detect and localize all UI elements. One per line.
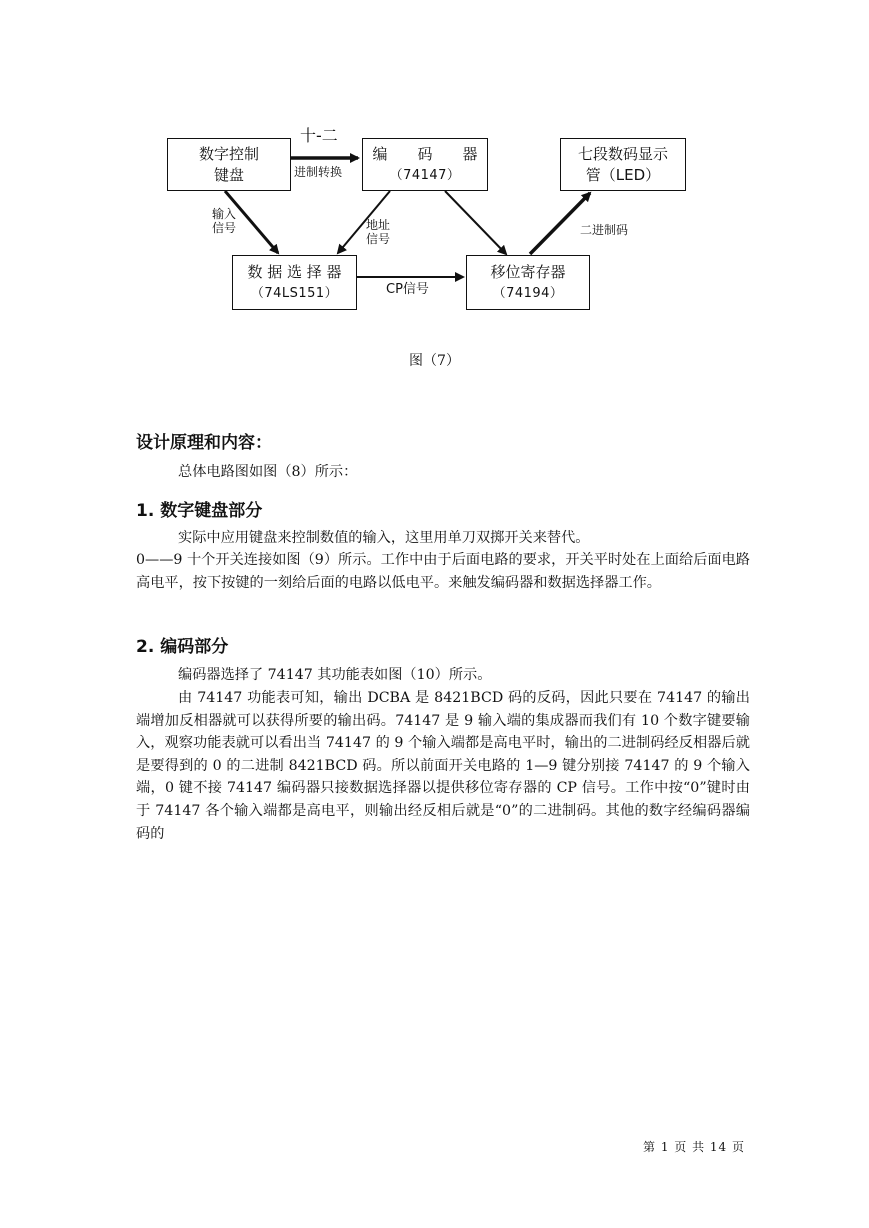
box-shift-register (466, 255, 590, 310)
box-selector (232, 255, 357, 310)
section-main-title: 设计原理和内容： (136, 433, 272, 453)
label-address-line2: 信号 (366, 232, 391, 246)
label-binary-code: 二进制码 (580, 223, 629, 237)
box-shift-line1: 移位寄存器 (490, 262, 566, 281)
label-input-line1: 输入 (212, 207, 237, 221)
box-keyboard-line1: 数字控制 (198, 144, 259, 163)
page-footer: 第 1 页 共 14 页 (643, 1140, 745, 1154)
box-display-line2: 管（LED） (585, 165, 661, 184)
arrow-encoder-to-shift (445, 191, 506, 254)
intro-paragraph: 总体电路图如图（8）所示： (178, 464, 358, 480)
section2-title: 2. 编码部分 (136, 637, 229, 657)
label-address-signal (366, 218, 390, 246)
label-conversion: 进制转换 (294, 165, 343, 179)
box-encoder-line2: （74147） (389, 167, 461, 183)
box-encoder-line1: 编 码 器 (372, 144, 478, 163)
label-input-signal (212, 207, 236, 235)
box-encoder (362, 138, 488, 191)
box-shift-line2: （74194） (492, 285, 564, 301)
section1-title: 1. 数字键盘部分 (136, 501, 263, 521)
section2-paragraph1: 编码器选择了 74147 其功能表如图（10）所示。 (178, 667, 492, 683)
section2-paragraph2: 由 74147 功能表可知，输出 DCBA 是 8421BCD 码的反码，因此只要在 74147 的输出端增加反相器就可以获得所要的输出码。74147 是 9 输入端的集成器而我们有 10 个数字键要输入，观察功能表就可以看出当 74147 的 9 个输入端都是高电平时，输出的二进制码经反相器后就是要得到的 0 的二进制 8421BCD 码。所以前面开关电路的 1—9 键分别接 74147 的 9 个输入端，0 键不接 74147 编码器只接数据选择器以提供移位寄存器的 CP 信号。工作中按“0”键时由于 74147 各个输入端都是高电平，则输出经反相后就是“0”的二进制码。其他的数字经编码器编码的 (136, 690, 750, 842)
block-diagram (150, 120, 710, 330)
label-address-line1: 地址 (366, 218, 391, 232)
box-keyboard (167, 138, 291, 191)
label-input-line2: 信号 (212, 221, 237, 235)
section1-paragraph2: 0——9 十个开关连接如图（9）所示。工作中由于后面电路的要求，开关平时处在上面给后面电路高电平，按下按键的一刻给后面的电路以低电平。来触发编码器和数据选择器工作。 (136, 552, 750, 591)
label-cp-signal: CP信号 (386, 282, 429, 297)
figure-caption: 图（7） (409, 353, 460, 369)
section1-paragraph1: 实际中应用键盘来控制数值的输入，这里用单刀双掷开关来替代。 (178, 530, 590, 546)
box-keyboard-line2: 键盘 (213, 165, 244, 184)
label-ten-two: 十-二 (300, 126, 338, 145)
box-selector-line2: （74LS151） (250, 285, 339, 301)
box-selector-line1: 数 据 选 择 器 (247, 262, 342, 281)
box-display-line1: 七段数码显示 (577, 144, 668, 163)
box-display (560, 138, 686, 191)
